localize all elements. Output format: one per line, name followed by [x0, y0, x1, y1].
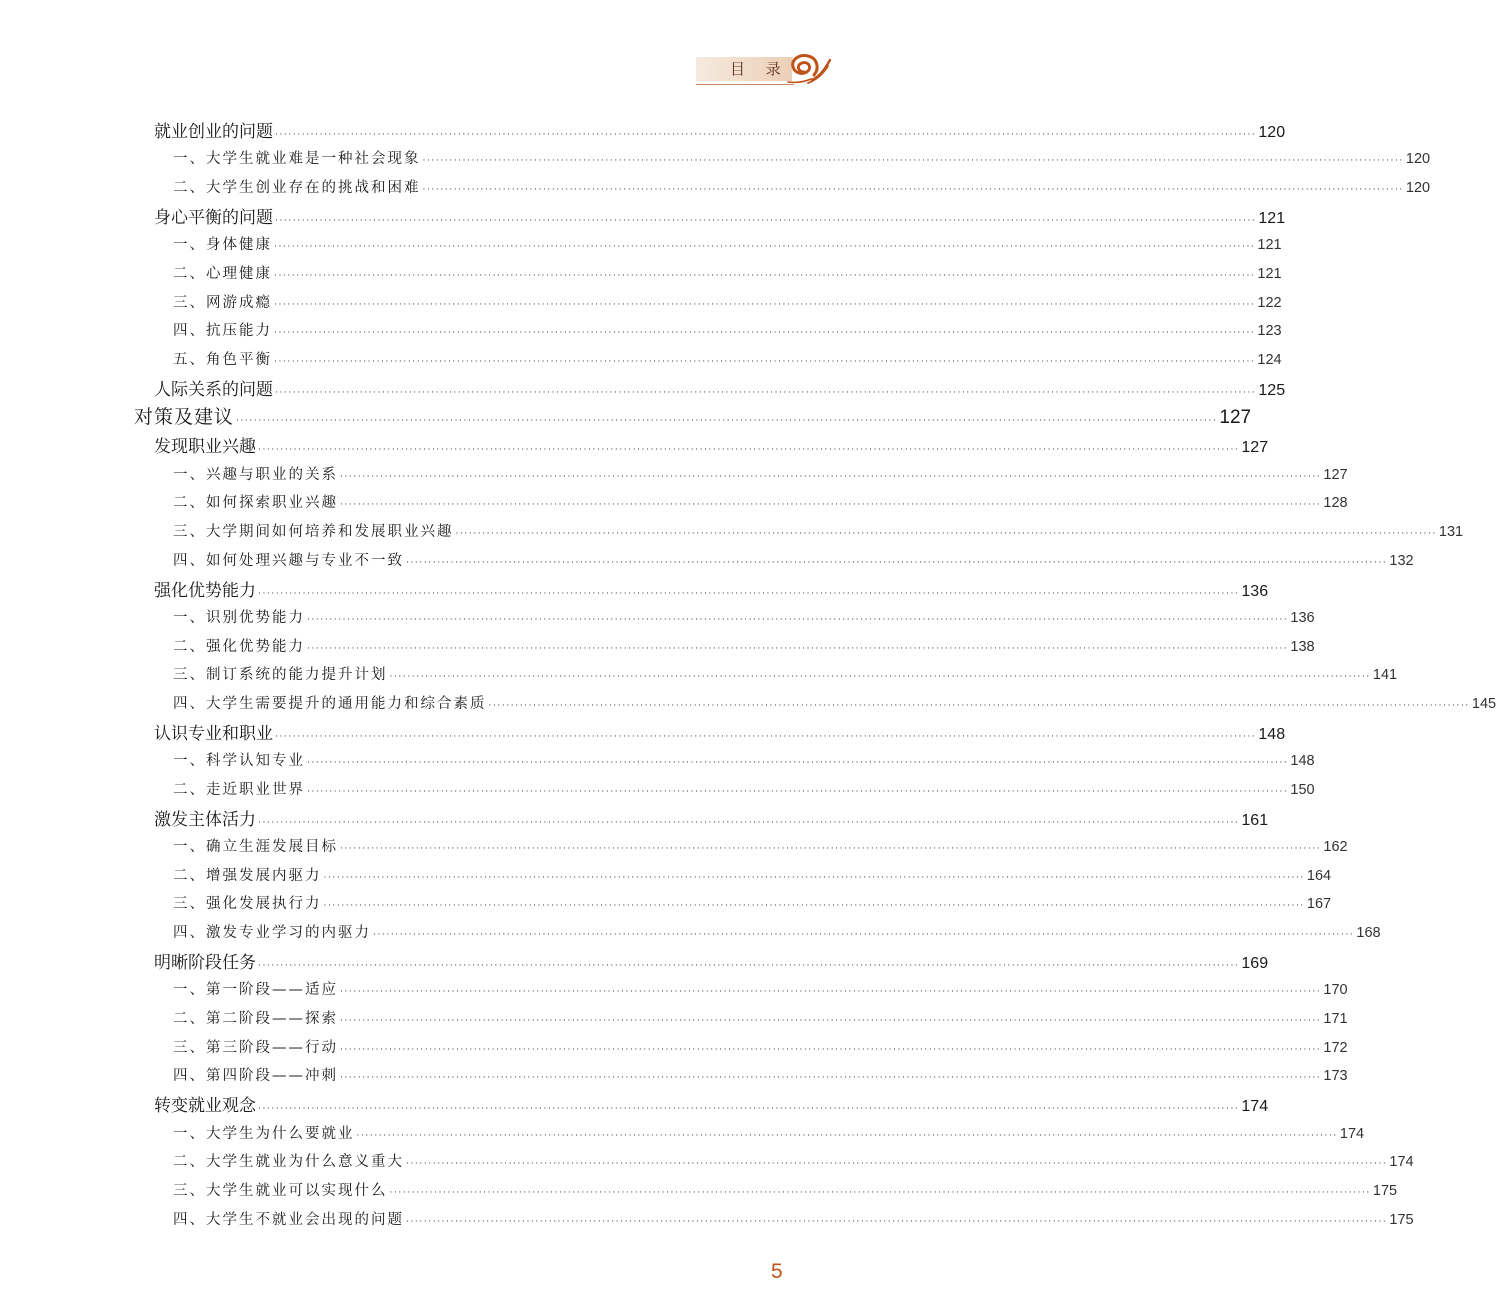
toc-leader-dots: ···························································································································································································································· [455, 528, 1437, 539]
toc-title: 就业创业的问题 [154, 122, 273, 143]
toc-subsection [173, 1064, 1348, 1086]
toc-title: 三、大学期间如何培养和发展职业兴趣 [173, 523, 454, 540]
toc-page-number: 136 [1290, 609, 1315, 626]
toc-page-number: 121 [1258, 210, 1286, 228]
toc-page-number: 120 [1258, 124, 1286, 142]
toc-leader-dots: ···························································································································································································································· [340, 1044, 1322, 1055]
toc-title: 四、大学生需要提升的通用能力和综合素质 [173, 695, 487, 712]
toc-leader-dots: ···························································································································································································································· [307, 643, 1289, 654]
toc-leader-dots: ···························································································································································································································· [275, 130, 1257, 141]
toc-subsection [173, 520, 1464, 542]
toc-subsection [173, 892, 1332, 914]
toc-subsection [173, 1179, 1398, 1201]
toc-subsection [173, 348, 1282, 370]
toc-leader-dots: ···························································································································································································································· [389, 1187, 1371, 1198]
toc-leader-dots: ···························································································································································································································· [406, 1159, 1388, 1170]
toc-page-number: 121 [1257, 237, 1282, 254]
toc-subsection [173, 778, 1315, 800]
toc-page-number: 161 [1241, 811, 1269, 829]
toc-subsection [173, 147, 1431, 169]
toc-page-number: 127 [1241, 439, 1269, 457]
toc-leader-dots: ···························································································································································································································· [340, 500, 1322, 511]
toc-subsection [173, 1122, 1365, 1144]
toc-title: 四、如何处理兴趣与专业不一致 [173, 552, 404, 569]
toc-leader-dots: ···························································································································································································································· [406, 557, 1388, 568]
toc-leader-dots: ···························································································································································································································· [274, 357, 1256, 368]
toc-leader-dots: ···························································································································································································································· [258, 817, 1240, 828]
toc-title: 激发主体活力 [154, 809, 256, 830]
toc-page-number: 164 [1306, 867, 1332, 884]
toc-page-number: 175 [1389, 1211, 1414, 1228]
toc-section [154, 432, 1269, 458]
toc-subsection [173, 835, 1348, 857]
toc-page-number: 174 [1339, 1125, 1365, 1142]
toc-page-number: 122 [1257, 294, 1282, 311]
toc-title: 一、识别优势能力 [173, 609, 305, 626]
toc-page-number: 172 [1323, 1039, 1348, 1056]
page-number: 5 [771, 1260, 783, 1283]
toc-page-number: 124 [1257, 352, 1282, 369]
toc-section [154, 375, 1286, 401]
toc-page-number: 167 [1306, 896, 1332, 913]
toc-title: 对策及建议 [134, 406, 235, 429]
toc-title: 一、确立生涯发展目标 [173, 839, 338, 856]
toc-chapter [134, 402, 1252, 429]
toc-subsection [173, 176, 1431, 198]
toc-subsection [173, 233, 1282, 255]
toc-leader-dots: ···························································································································································································································· [274, 271, 1256, 282]
toc-title: 二、如何探索职业兴趣 [173, 495, 338, 512]
header-title: 目 录 [730, 60, 789, 78]
toc-subsection [173, 692, 1496, 714]
toc-section [154, 948, 1269, 974]
toc-page-number: 138 [1290, 638, 1315, 655]
toc-section [154, 576, 1269, 601]
toc-page-number: 175 [1372, 1182, 1398, 1199]
toc-section [154, 719, 1286, 744]
toc-page-number: 125 [1258, 382, 1286, 400]
toc-page-number: 145 [1471, 695, 1496, 712]
toc-page-number: 141 [1372, 667, 1398, 684]
toc-page-number: 168 [1356, 925, 1381, 942]
toc-title: 三、强化发展执行力 [173, 896, 322, 913]
toc-page-number: 169 [1241, 955, 1269, 973]
toc-page-number: 174 [1389, 1154, 1414, 1171]
toc-title: 一、大学生就业难是一种社会现象 [173, 151, 421, 168]
toc-leader-dots: ···························································································································································································································· [340, 844, 1322, 855]
toc-title: 二、强化优势能力 [173, 638, 305, 655]
toc-page-number: 120 [1405, 180, 1431, 197]
toc-title: 三、网游成瘾 [173, 294, 272, 311]
toc-leader-dots: ···························································································································································································································· [275, 216, 1257, 227]
toc-title: 二、大学生创业存在的挑战和困难 [173, 180, 421, 197]
toc-page-number: 132 [1389, 552, 1414, 569]
toc-title: 四、第四阶段——冲刺 [173, 1068, 338, 1085]
toc-leader-dots: ···························································································································································································································· [340, 987, 1322, 998]
toc-leader-dots: ···························································································································································································································· [323, 872, 1305, 883]
toc-title: 一、科学认知专业 [173, 753, 305, 770]
toc-leader-dots: ···························································································································································································································· [275, 731, 1257, 742]
toc-page-number: 148 [1258, 725, 1286, 743]
toc-section [154, 117, 1286, 143]
toc-subsection [173, 262, 1282, 284]
toc-subsection [173, 1208, 1414, 1230]
toc-leader-dots: ···························································································································································································································· [406, 1216, 1388, 1227]
toc-page-number: 128 [1323, 495, 1348, 512]
toc-leader-dots: ···························································································································································································································· [340, 471, 1322, 482]
toc-page-number: 170 [1323, 982, 1348, 999]
toc-title: 转变就业观念 [154, 1096, 256, 1117]
toc-leader-dots: ···························································································································································································································· [340, 1015, 1322, 1026]
toc-leader-dots: ···························································································································································································································· [258, 1104, 1240, 1115]
toc-title: 四、激发专业学习的内驱力 [173, 925, 371, 942]
toc-page-number: 123 [1257, 323, 1282, 340]
toc-leader-dots: ···························································································································································································································· [373, 930, 1355, 941]
toc-title: 一、兴趣与职业的关系 [173, 466, 338, 483]
toc-leader-dots: ···························································································································································································································· [422, 185, 1404, 196]
toc-leader-dots: ···························································································································································································································· [258, 588, 1240, 599]
toc-page-number: 136 [1241, 582, 1269, 600]
toc-title: 强化优势能力 [154, 580, 256, 601]
toc-page-number: 127 [1219, 407, 1252, 429]
toc-title: 二、走近职业世界 [173, 781, 305, 798]
toc-subsection [173, 1007, 1348, 1029]
toc-subsection [173, 549, 1414, 571]
toc-subsection [173, 921, 1381, 943]
toc-title: 明晰阶段任务 [154, 953, 256, 974]
toc-leader-dots: ···························································································································································································································· [340, 1073, 1322, 1084]
toc-leader-dots: ···························································································································································································································· [307, 614, 1289, 625]
toc-title: 三、大学生就业可以实现什么 [173, 1182, 388, 1199]
toc-subsection [173, 864, 1332, 886]
toc-leader-dots: ···························································································································································································································· [323, 901, 1305, 912]
toc-page-number: 162 [1323, 839, 1348, 856]
toc-subsection [173, 291, 1282, 313]
toc-leader-dots: ···························································································································································································································· [307, 758, 1289, 769]
toc-title: 二、大学生就业为什么意义重大 [173, 1154, 404, 1171]
toc-section [154, 203, 1286, 229]
toc-title: 四、大学生不就业会出现的问题 [173, 1211, 404, 1228]
toc-subsection [173, 663, 1398, 685]
toc-leader-dots: ···························································································································································································································· [274, 242, 1256, 253]
toc-title: 发现职业兴趣 [154, 437, 256, 458]
toc-title: 二、心理健康 [173, 266, 272, 283]
toc-leader-dots: ···························································································································································································································· [422, 156, 1404, 167]
toc-title: 认识专业和职业 [154, 723, 273, 744]
toc-title: 三、第三阶段——行动 [173, 1039, 338, 1056]
toc-page-number: 131 [1438, 523, 1464, 540]
toc-subsection [173, 463, 1348, 485]
toc-page-number: 127 [1323, 466, 1348, 483]
toc-page-number: 120 [1405, 151, 1431, 168]
toc-subsection [173, 635, 1315, 657]
toc-title: 一、第一阶段——适应 [173, 982, 338, 999]
toc-subsection [173, 491, 1348, 513]
toc-title: 五、角色平衡 [173, 352, 272, 369]
toc-page-number: 148 [1290, 753, 1315, 770]
toc-subsection [173, 978, 1348, 1000]
toc-title: 二、第二阶段——探索 [173, 1010, 338, 1027]
toc-title: 一、大学生为什么要就业 [173, 1125, 355, 1142]
toc-subsection [173, 1036, 1348, 1058]
toc-leader-dots: ···························································································································································································································· [258, 961, 1240, 972]
toc-leader-dots: ···························································································································································································································· [275, 388, 1257, 399]
toc-leader-dots: ···························································································································································································································· [488, 700, 1470, 711]
toc-leader-dots: ···························································································································································································································· [307, 786, 1289, 797]
toc-subsection [173, 749, 1315, 771]
toc-title: 一、身体健康 [173, 237, 272, 254]
toc-page-number: 121 [1257, 266, 1282, 283]
toc-leader-dots: ···························································································································································································································· [389, 672, 1371, 683]
toc-leader-dots: ···························································································································································································································· [258, 445, 1240, 456]
toc-title: 三、制订系统的能力提升计划 [173, 667, 388, 684]
toc-page-number: 173 [1323, 1068, 1348, 1085]
toc-leader-dots: ···························································································································································································································· [274, 328, 1256, 339]
toc-title: 身心平衡的问题 [154, 208, 273, 229]
toc-subsection [173, 1150, 1414, 1172]
toc-leader-dots: ···························································································································································································································· [356, 1130, 1338, 1141]
toc-subsection [173, 319, 1282, 341]
toc-page-number: 171 [1323, 1010, 1348, 1027]
toc-title: 人际关系的问题 [154, 380, 273, 401]
toc-leader-dots: ···························································································································································································································· [274, 299, 1256, 310]
toc-leader-dots: ···························································································································································································································· [236, 416, 1218, 427]
toc-page-number: 150 [1290, 781, 1315, 798]
toc-title: 四、抗压能力 [173, 323, 272, 340]
toc-section [154, 805, 1269, 830]
toc-page-number: 174 [1241, 1098, 1269, 1116]
toc-title: 二、增强发展内驱力 [173, 867, 322, 884]
toc-subsection [173, 606, 1315, 628]
toc-section [154, 1091, 1269, 1117]
